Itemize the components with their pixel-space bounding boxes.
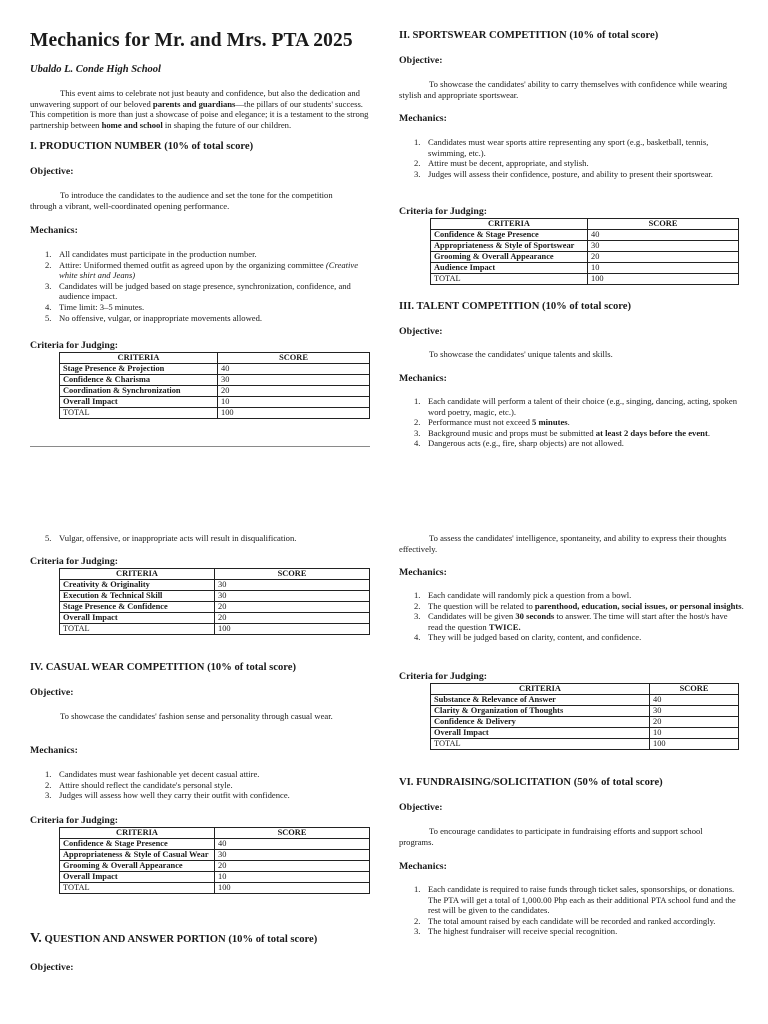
section-5-numeral: V. [30,931,42,946]
table-row-total: TOTAL 100 [60,624,370,635]
section-4-mechanics-list [30,769,370,801]
table-row-total: TOTAL 100 [60,883,370,894]
table-row: Confidence & Charisma 30 [60,375,370,386]
table-row: Grooming & Overall Appearance 20 [60,861,370,872]
section-2-criteria-label: Criteria for Judging: [399,206,487,217]
table-row: Appropriateness & Style of Casual Wear 30 [60,850,370,861]
section-3-heading: III. TALENT COMPETITION (10% of total score) [399,301,631,312]
section-5-objective-label: Objective: [30,962,74,973]
section-1-criteria-label: Criteria for Judging: [30,340,118,351]
section-4-objective: To showcase the candidates' fashion sense and personality through casual wear. [60,711,333,721]
document-title: Mechanics for Mr. and Mrs. PTA 2025 [30,30,353,51]
section-4-mechanics-label: Mechanics: [30,745,78,756]
section-1-mechanics-label: Mechanics: [30,225,78,236]
table-row-total: TOTAL 100 [60,408,370,419]
list-item: 2. The total amount raised by each candidate will be recorded and ranked accordingly. [414,915,716,926]
table-row: Creativity & Originality 30 [60,580,370,591]
section-2-criteria-table [430,218,739,285]
section-3-criteria-table [59,568,370,635]
section-6-mechanics-label: Mechanics: [399,861,447,872]
table-row: Appropriateness & Style of Sportswear 30 [431,241,739,252]
column-header: CRITERIA [431,684,650,695]
intro-text-a: This event aims to celebrate not just beauty and confidence, but also the dedication and unwavering support of our beloved [30,88,360,109]
list-item: 3. Judges will assess how well they carry their outfit with confidence. [45,790,290,801]
table-row: Clarity & Organization of Thoughts 30 [431,706,739,717]
section-5-objective: To assess the candidates' intelligence, spontaneity, and ability to express their thoughts effectively. [399,533,727,554]
intro-text-d: home and school [101,119,163,130]
section-5-criteria-label: Criteria for Judging: [399,671,487,682]
list-item: 2. Attire should reflect the candidate's personal style. [45,779,233,790]
list-item: 4. Dangerous acts (e.g., fire, sharp objects) are not allowed. [414,438,624,449]
column-header: SCORE [218,353,370,364]
column-header: CRITERIA [60,569,215,580]
list-item: 1. Each candidate will randomly pick a question from a bowl. [414,590,632,600]
list-item: 3. Judges will assess their confidence, posture, and ability to present their sportswear. [414,168,713,179]
section-5-criteria-table [430,683,739,750]
section-2-objective: To showcase the candidates' ability to carry themselves with confidence while wearing stylish and appropriate sportswear. [399,79,728,100]
table-row: Overall Impact 10 [431,728,739,739]
section-5-mechanics-list [399,590,744,643]
list-item: 1. Each candidate is required to raise funds through ticket sales, sponsorships, or donations. The PTA will get a total of 1,000.00 Php each as their additional PTA school fund and the rest will be given to the candidates. [414,884,736,916]
intro-text-c: —the pillars of our students' success. This competition is more than just a showcase of poise and elegance; it is a testament to the strong partnership between [30,98,369,130]
table-row: Confidence & Stage Presence 40 [431,230,739,241]
section-3-mechanics-list-continued [30,533,370,544]
section-6-objective-label: Objective: [399,802,443,813]
section-1-objective: To introduce the candidates to the audience and set the tone for the competition through a vibrant, well-coordinated opening performance. [30,190,333,211]
list-item: 3. The highest fundraiser will receive special recognition. [414,926,618,937]
table-row-total: TOTAL 100 [431,274,739,285]
table-row: Execution & Technical Skill 30 [60,591,370,602]
column-header: CRITERIA [60,828,215,839]
section-4-criteria-table [59,827,370,894]
list-item: 3. Candidates will be judged based on stage presence, synchronization, confidence, and audience impact. [45,280,351,302]
section-3-objective-label: Objective: [399,326,443,337]
table-row: Grooming & Overall Appearance 20 [431,252,739,263]
table-row-total: TOTAL 100 [431,739,739,750]
section-1-objective-label: Objective: [30,166,74,177]
list-item: 2. Attire: Uniformed themed outfit as agreed upon by the organizing committee (Creative white shirt and Jeans) [45,259,359,281]
section-6-objective: To encourage candidates to participate in fundraising efforts and support school programs. [399,826,703,847]
page-break-divider [30,446,370,447]
section-3-criteria-label: Criteria for Judging: [30,556,118,567]
column-header: CRITERIA [431,219,588,230]
table-row: Overall Impact 10 [60,397,370,408]
table-row: Overall Impact 20 [60,613,370,624]
list-item: 3. Background music and props must be submitted at least 2 days before the event. [414,427,710,438]
section-1-mechanics-list [30,249,370,323]
list-item: 4. Time limit: 3–5 minutes. [45,301,145,312]
list-item: 1. Candidates must wear sports attire representing any sport (e.g., basketball, tennis, swimming, etc.). [414,137,709,158]
table-row: Stage Presence & Projection 40 [60,364,370,375]
school-name: Ubaldo L. Conde High School [30,64,161,75]
list-item: 1. Each candidate will perform a talent of their choice (e.g., singing, dancing, acting, spoken word poetry, magic, etc.). [414,396,738,417]
section-1-heading: I. PRODUCTION NUMBER (10% of total score) [30,141,254,152]
table-row: Coordination & Synchronization 20 [60,386,370,397]
list-item: 2. Performance must not exceed 5 minutes. [414,417,570,428]
table-row: Substance & Relevance of Answer 40 [431,695,739,706]
section-5-title-text: QUESTION AND ANSWER PORTION (10% of total score) [44,934,318,945]
column-header: SCORE [588,219,739,230]
list-item: 3. Candidates will be given 30 seconds to answer. The time will start after the host/s have read the question TWICE. [414,611,728,632]
table-row: Confidence & Stage Presence 40 [60,839,370,850]
column-header: SCORE [215,569,370,580]
list-item: 5. Vulgar, offensive, or inappropriate acts will result in disqualification. [45,533,297,543]
section-5-heading [30,933,317,946]
list-item: 5. No offensive, vulgar, or inappropriate movements allowed. [45,312,263,323]
table-row: Audience Impact 10 [431,263,739,274]
section-6-heading: VI. FUNDRAISING/SOLICITATION (50% of total score) [399,777,663,788]
section-2-objective-label: Objective: [399,55,443,66]
section-2-heading: II. SPORTSWEAR COMPETITION (10% of total score) [399,30,659,41]
section-5-mechanics-label: Mechanics: [399,567,447,578]
intro-text-e: in shaping the future of our children. [162,119,292,130]
column-header: SCORE [650,684,739,695]
table-row: Stage Presence & Confidence 20 [60,602,370,613]
intro-text-b: parents and guardians [152,98,236,109]
column-header: SCORE [215,828,370,839]
list-item: 4. They will be judged based on clarity, content, and confidence. [414,632,642,643]
section-3-mechanics-list [399,396,744,449]
table-row: Confidence & Delivery 20 [431,717,739,728]
section-6-mechanics-list [399,884,744,937]
section-4-heading: IV. CASUAL WEAR COMPETITION (10% of total score) [30,662,297,673]
intro-paragraph [30,88,370,130]
section-3-objective: To showcase the candidates' unique talents and skills. [429,349,613,359]
section-2-mechanics-label: Mechanics: [399,113,447,124]
table-row: Overall Impact 10 [60,872,370,883]
section-3-mechanics-label: Mechanics: [399,373,447,384]
column-header: CRITERIA [60,353,218,364]
section-1-criteria-table [59,352,370,419]
section-4-criteria-label: Criteria for Judging: [30,815,118,826]
section-4-objective-label: Objective: [30,687,74,698]
list-item: 2. Attire must be decent, appropriate, and stylish. [414,158,589,169]
list-item: 1. Candidates must wear fashionable yet decent casual attire. [45,769,260,779]
list-item: 2. The question will be related to parenthood, education, social issues, or personal insights. [414,600,744,611]
list-item: 1. All candidates must participate in the production number. [45,249,257,259]
section-2-mechanics-list [399,137,744,179]
